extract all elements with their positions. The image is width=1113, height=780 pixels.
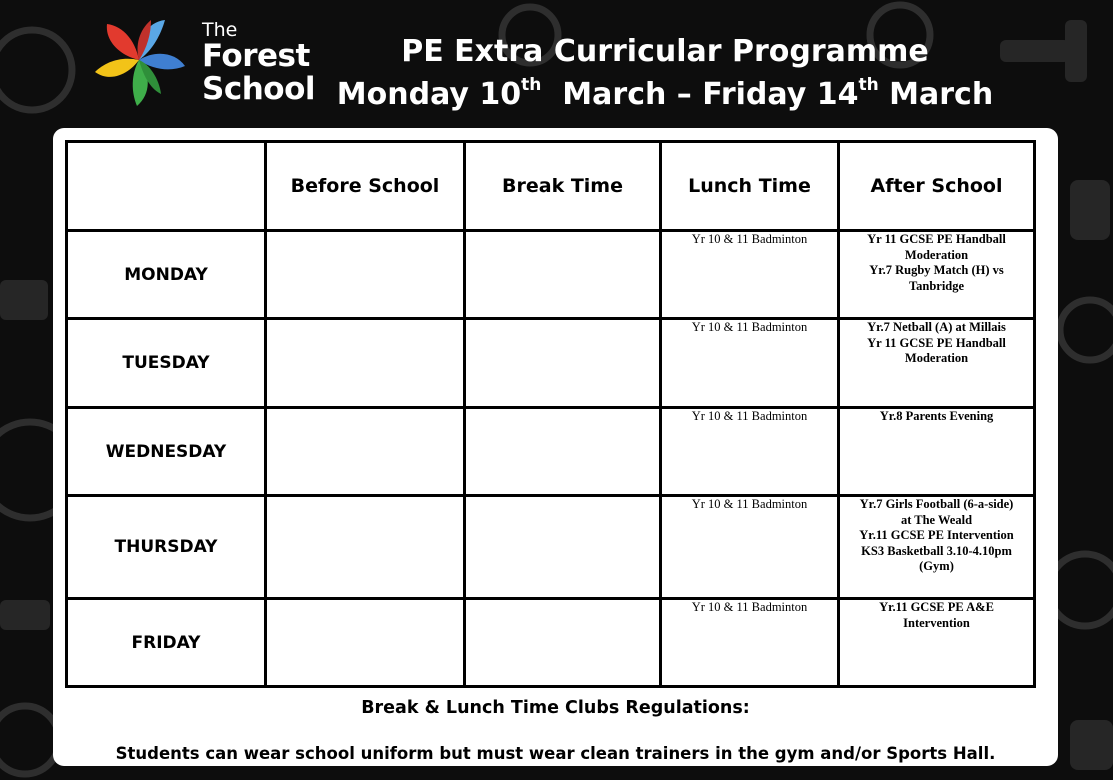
break-time-cell [465, 319, 661, 408]
lunch-time-cell [661, 496, 839, 599]
ball-icon [1060, 300, 1113, 360]
logo-the: The [202, 19, 238, 41]
day-label: WEDNESDAY [67, 408, 266, 496]
table-row-friday [67, 599, 1035, 687]
before-school-cell [266, 408, 465, 496]
break-time-cell [465, 231, 661, 319]
lunch-time-cell [661, 408, 839, 496]
column-header-lunch-time: Lunch Time [661, 142, 839, 231]
kettlebell-icon [1070, 720, 1113, 770]
day-label: MONDAY [67, 231, 266, 319]
shoe-icon [0, 600, 50, 630]
table-row-monday [67, 231, 1035, 319]
after-school-cell [839, 319, 1035, 408]
ball-icon [0, 706, 59, 774]
lunch-time-cell [661, 599, 839, 687]
start-date-month: March [562, 77, 667, 112]
activity-line: Yr 10 & 11 Badminton [691, 409, 808, 423]
before-school-cell [266, 599, 465, 687]
after-school-cell [839, 408, 1035, 496]
activity-line: (Gym) [919, 559, 954, 573]
before-school-cell [266, 319, 465, 408]
day-label: FRIDAY [67, 599, 266, 687]
school-logo [84, 8, 314, 112]
activity-line: Yr 10 & 11 Badminton [691, 320, 808, 334]
after-school-cell [839, 231, 1035, 319]
activity-line: Yr.11 GCSE PE A&E [879, 600, 994, 614]
column-header-before-school: Before School [266, 142, 465, 231]
lunch-time-cell [661, 231, 839, 319]
column-header-break-time: Break Time [465, 142, 661, 231]
table-header-row [67, 142, 1035, 231]
activity-line: at The Weald [900, 512, 973, 527]
activity-line: Yr.11 GCSE PE Intervention [859, 528, 1014, 542]
start-date-ordinal: th [521, 75, 542, 95]
page-subtitle-dates [300, 76, 1030, 114]
regulations-title: Break & Lunch Time Clubs Regulations: [361, 698, 750, 718]
activity-line: Moderation [904, 247, 969, 262]
after-school-cell [839, 496, 1035, 599]
football-icon [0, 30, 72, 110]
table-row-thursday [67, 496, 1035, 599]
break-time-cell [465, 496, 661, 599]
regulations-text: Students can wear school uniform but must wear clean trainers in the gym and/or Sports Hall. [115, 744, 996, 763]
day-label: TUESDAY [67, 319, 266, 408]
activity-line: Yr 11 GCSE PE Handball [867, 232, 1006, 246]
break-time-cell [465, 599, 661, 687]
end-date-prefix: Friday 14 [702, 77, 859, 112]
activity-line: Yr 10 & 11 Badminton [691, 600, 808, 614]
activity-line: Yr 11 GCSE PE Handball [867, 335, 1006, 350]
before-school-cell [266, 496, 465, 599]
day-label: THURSDAY [67, 496, 266, 599]
before-school-cell [266, 231, 465, 319]
logo-forest: Forest [202, 38, 310, 74]
ball-icon [1049, 554, 1113, 626]
after-school-cell [839, 599, 1035, 687]
table-row-tuesday [67, 319, 1035, 408]
table-row-wednesday [67, 408, 1035, 496]
activity-line: Yr 10 & 11 Badminton [691, 232, 808, 246]
activity-line: Yr.7 Netball (A) at Millais [867, 320, 1006, 334]
start-date-prefix: Monday 10 [336, 77, 522, 112]
page-title: PE Extra Curricular Programme [401, 34, 929, 69]
logo-school: School [202, 71, 315, 107]
activity-line: KS3 Basketball 3.10-4.10pm [861, 543, 1012, 558]
lunch-time-cell [661, 319, 839, 408]
activity-line: Yr.7 Rugby Match (H) vs [869, 263, 1004, 277]
activity-line: Yr.7 Girls Football (6-a-side) [859, 497, 1014, 511]
column-header-empty [67, 142, 266, 231]
end-date-month: March [889, 77, 994, 112]
activity-line: Intervention [903, 615, 970, 630]
logo-wordmark [202, 20, 315, 106]
activity-line: Yr 10 & 11 Badminton [691, 497, 808, 511]
end-date-ordinal: th [858, 75, 879, 95]
activity-line: Moderation [904, 351, 969, 365]
column-header-after-school: After School [839, 142, 1035, 231]
bottle-icon [1070, 180, 1110, 240]
break-time-cell [465, 408, 661, 496]
activity-line: Tanbridge [908, 278, 965, 293]
cap-icon [0, 280, 48, 320]
activity-line: Yr.8 Parents Evening [879, 409, 994, 423]
date-separator: – [676, 77, 692, 112]
timetable [65, 140, 1036, 688]
pinwheel-logo-icon [84, 8, 194, 108]
